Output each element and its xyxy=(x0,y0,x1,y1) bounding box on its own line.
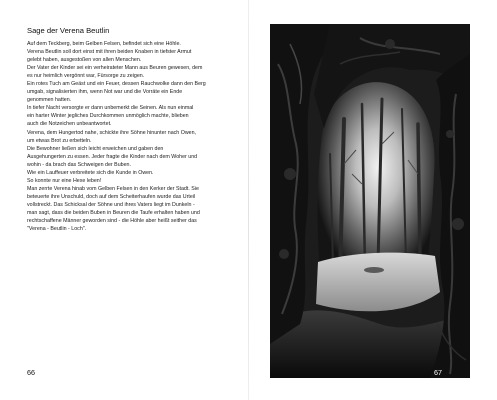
story-line: Man zerrte Verena hinab vom Gelben Felsen in den Kerker der Stadt. Sie xyxy=(27,185,199,192)
story-line: Die Bewohner ließen sich leicht erweichen und gaben den xyxy=(27,145,164,152)
story-line: Verena, dem Hungertod nahe, schickte ihre Söhne hinunter nach Owen, xyxy=(27,129,197,136)
story-line: Der Vater der Kinder sei ein verheirateter Mann aus Beuren gewesen, dem xyxy=(27,65,203,72)
story-line: So konnte nur eine Hexe leben! xyxy=(27,177,102,184)
story-body xyxy=(27,40,237,233)
story-line: "Verena - Beutlin - Loch". xyxy=(27,226,87,233)
story-line: es nur heimlich vergönnt war, Fürsorge zu zeigen. xyxy=(27,73,145,80)
story-line: rechtschaffene Männer geworden sind - die Höhle aber heißt seither das xyxy=(27,218,197,225)
story-line: um etwas Brot zu erbetteln. xyxy=(27,137,92,144)
story-line: genommen hatten. xyxy=(27,97,72,104)
left-page xyxy=(0,0,248,400)
story-line: gelebt haben, ausgestoßen von allen Menschen. xyxy=(27,57,142,64)
page-number-left: 66 xyxy=(27,368,35,377)
story-line: vollstreckt. Das Schicksal der Söhne und ihres Vaters liegt im Dunkeln - xyxy=(27,201,195,208)
story-line: umgab, signalisierten ihm, wenn Not war und die Vorräte ein Ende xyxy=(27,89,183,96)
story-line: man sagt, dass die beiden Buben in Beuren die Taufe erhalten haben und xyxy=(27,209,200,216)
page-number-right: 67 xyxy=(434,368,442,377)
story-line: Auf dem Teckberg, beim Gelben Felsen, befindet sich eine Höhle. xyxy=(27,41,181,47)
story-line: In tiefer Nacht versorgte er dann unbemerkt die Seinen. Als nun einmal xyxy=(27,105,194,112)
story-line: Verena Beutlin soll dort einst mit ihren beiden Knaben in tiefster Armut xyxy=(27,49,192,56)
cave-photo-image xyxy=(270,24,470,378)
story-line: ein harter Winter jegliches Durchkommen unmöglich machte, blieben xyxy=(27,113,189,120)
story-line: wohin - da brach das Schweigen der Buben. xyxy=(27,161,131,168)
story-line: Wie ein Lauffeuer verbreitete sich die Kunde in Owen. xyxy=(27,169,154,176)
story-line: Ausgehungerten zu essen. Jeder fragte die Kinder nach dem Woher und xyxy=(27,153,198,160)
story-line: beteuerte ihre Unschuld, doch auf dem Scheiterhaufen wurde das Urteil xyxy=(27,193,196,200)
cave-photo xyxy=(270,24,470,378)
story-line: auch die Notzeichen unbeantwortet. xyxy=(27,121,112,128)
story-line: Ein rotes Tuch am Geäst und ein Feuer, dessen Rauchwolke dann den Berg xyxy=(27,81,206,88)
story-title: Sage der Verena Beutlin xyxy=(27,26,110,35)
right-page xyxy=(249,0,497,400)
